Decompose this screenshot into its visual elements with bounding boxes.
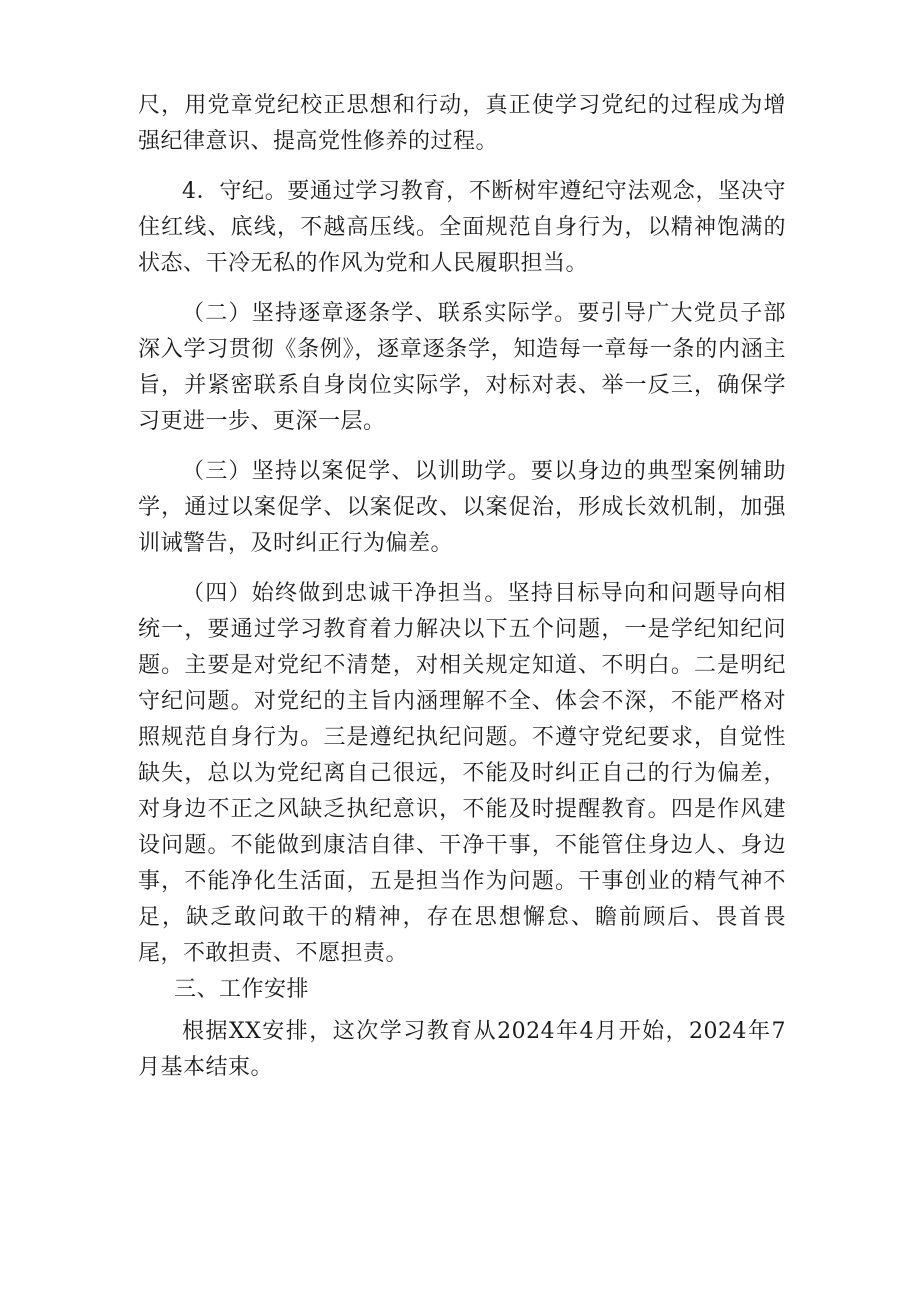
paragraph-schedule: 根据XX安排，这次学习教育从2024年4月开始，2024年7月基本结束。 bbox=[138, 1019, 786, 1080]
document-page bbox=[138, 88, 786, 1086]
section-heading-work-arrangement: 三、工作安排 bbox=[174, 977, 310, 1002]
paragraph-continuation: 尺，用党章党纪校正思想和行动，真正使学习党纪的过程成为增强纪律意识、提高党性修养的过程。 bbox=[138, 93, 786, 154]
paragraph-discipline: 4．守纪。要通过学习教育，不断树牢遵纪守法观念，坚决守住红线、底线，不越高压线。全面规范自身行为，以精神饱满的状态、干冷无私的作风为党和人民履职担当。 bbox=[138, 179, 786, 276]
paragraph-section-two: （二）坚持逐章逐条学、联系实际学。要引导广大党员子部深入学习贯彻《条例》，逐章逐条学，知造每一章每一条的内涵主旨，并紧密联系自身岗位实际学，对标对表、举一反三，确保学习更进一步、更深一层。 bbox=[138, 301, 786, 434]
paragraph-section-four: （四）始终做到忠诚干净担当。坚持目标导向和问题导向相统一，要通过学习教育着力解决以下五个问题，一是学纪知纪问题。主要是对党纪不清楚，对相关规定知道、不明白。二是明纪守纪问题。对党纪的主旨内涵理解不全、体会不深，不能严格对照规范自身行为。三是遵纪执纪问题。不遵守党纪要求，自觉性缺失，总以为党纪离自己很远，不能及时纠正自己的行为偏差，对身边不正之风缺乏执纪意识，不能及时提醒教育。四是作风建设问题。不能做到康洁自律、干净干事，不能管住身边人、身边事，不能净化生活面，五是担当作为问题。干事创业的精气神不足，缺乏敢问敢干的精神，存在思想懈怠、瞻前顾后、畏首畏尾，不敢担责、不愿担责。 bbox=[138, 581, 786, 966]
paragraph-section-three: （三）坚持以案促学、以训助学。要以身边的典型案例辅助学，通过以案促学、以案促改、以案促治，形成长效机制，加强训诫警告，及时纠正行为偏差。 bbox=[138, 459, 786, 556]
